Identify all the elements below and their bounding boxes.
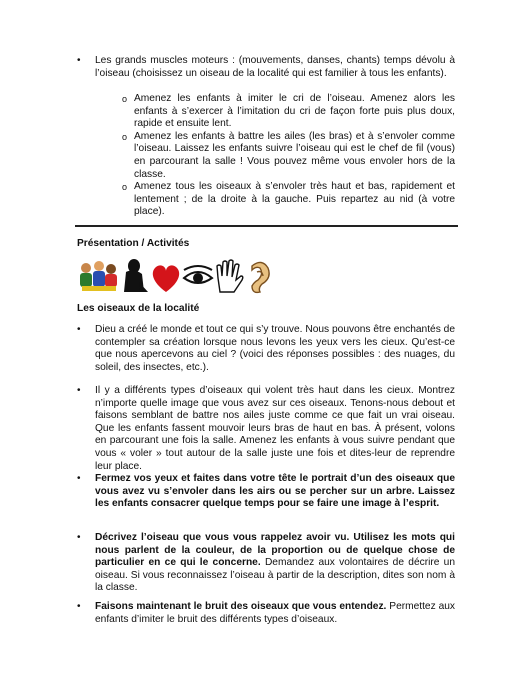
children-icon: [80, 261, 117, 291]
heart-icon: [153, 265, 179, 292]
sub-item-list: [122, 93, 455, 219]
circle-bullet-icon: o: [122, 131, 128, 142]
dog-silhouette-icon: [124, 259, 148, 292]
circle-bullet-icon: o: [122, 182, 128, 193]
sub-item: o Amenez les enfants à battre les ailes (les bras) et à s’envoler comme l’oiseau. Laissez les enfants suivre l’oiseau qui est le chef de fil (vous) en parcourant la salle ! Vous pouvez même vous envoler hors de la classe.: [122, 130, 455, 180]
paragraph-bullet: • Décrivez l’oiseau que vous vous rappelez avoir vu. Utilisez les mots qui nous parlent de la couleur, de la proportion ou de quelque chose de particulier en ce qui le concerne. Demandez aux volontaires de décrire un oiseau. Si vous reconnaissez l’oiseau à partir de la description, dites son nom à la classe.: [77, 532, 456, 594]
bullet-dot: •: [77, 473, 81, 484]
intro-bullet-text: Les grands muscles moteurs : (mouvements, danses, chants) temps dévolu à l’oiseau (choisissez un oiseau de la localité qui est familier à tous les enfants).: [95, 55, 455, 79]
sub-item: o Amenez les enfants à imiter le cri de l’oiseau. Amenez alors les enfants à s’exercer à l’imitation du cri de façon forte puis plus doux, rapide et ensuite lent.: [122, 93, 455, 130]
section-divider: [75, 225, 458, 227]
bullet-dot: •: [77, 601, 81, 612]
ear-icon: [252, 262, 269, 292]
eye-icon: [184, 266, 212, 283]
intro-bullet: [77, 55, 455, 80]
bullet-dot: •: [77, 385, 81, 396]
paragraph-bullet: • Il y a différents types d’oiseaux qui volent très haut dans les cieux. Montrez n’importe quelle image que vous avez sur ces oiseaux. Tenons-nous debout et faisons semblant de battre nos ailes juste comme ce que fait un vrai oiseau. Que les enfants fassent mouvoir leurs bras de haut en bas. À présent, volons en parcourant une fois la salle. Amenez les enfants à vous suivre pendant que vous « voler » tout autour de la salle juste une fois et dites-leur de reprendre leur place.: [77, 385, 455, 472]
hand-icon: [217, 260, 243, 292]
activity-icons: [76, 256, 276, 296]
paragraph-bullet: • Faisons maintenant le bruit des oiseaux que vous entendez. Permettez aux enfants d’imiter le bruit des différents types d’oiseaux.: [77, 601, 456, 625]
bullet-dot: •: [77, 532, 81, 543]
paragraph-bullet: • Dieu a créé le monde et tout ce qui s’y trouve. Nous pouvons être enchantés de contempler sa création lorsque nous levons les yeux vers les cieux. Qu’est-ce que nous apercevons au ciel ? (voici des réponses possibles : des nuages, du soleil, des insectes, etc.).: [77, 324, 455, 373]
sub-item: o Amenez tous les oiseaux à s’envoler très haut et bas, rapidement et lentement ; de la droite à la gauche. Puis repartez au nid (à votre place).: [122, 181, 455, 218]
bullet-dot: •: [77, 55, 81, 66]
section-heading: Présentation / Activités: [77, 238, 190, 249]
subheading: Les oiseaux de la localité: [77, 303, 200, 314]
paragraph-bullet: • Fermez vos yeux et faites dans votre tête le portrait d’un des oiseaux que vous avez vu s’envoler dans les airs ou se percher sur un arbre. Laissez les enfants consacrer quelque temps pour se faire une image à l’esprit.: [77, 473, 455, 510]
circle-bullet-icon: o: [122, 94, 128, 104]
bullet-dot: •: [77, 324, 81, 335]
